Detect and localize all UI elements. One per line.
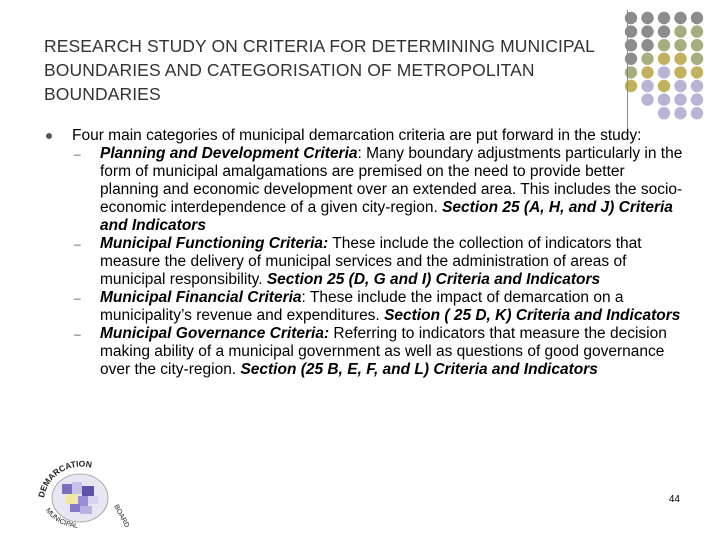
list-item [44, 289, 684, 325]
decorative-dot [691, 25, 703, 37]
criteria-heading: Municipal Governance Criteria: [100, 325, 330, 342]
list-item [44, 235, 684, 289]
main-bullet-text: Four main categories of municipal demarcation criteria are put forward in the study: [72, 127, 642, 144]
decorative-dot [674, 25, 686, 37]
criteria-section: Section ( 25 D, K) Criteria and Indicators [384, 307, 681, 324]
decorative-dot [641, 66, 653, 78]
decorative-dot [674, 53, 686, 65]
logo-text-bottom: MUNICIPAL [44, 507, 79, 530]
main-bullet [44, 127, 684, 145]
decorative-dot [691, 12, 703, 24]
decorative-dot [658, 66, 670, 78]
logo-text-right: BOARD [112, 503, 130, 529]
decorative-dot [641, 53, 653, 65]
decorative-dot [674, 39, 686, 51]
criteria-heading: Municipal Financial Criteria [100, 289, 302, 306]
criteria-description: Referring to indicators that measure the decision making ability of a municipal government as well as questions of good governance over the city-region. [100, 325, 667, 378]
decorative-dot [674, 66, 686, 78]
list-item [44, 145, 684, 235]
dash-icon: – [74, 327, 81, 341]
criteria-section: Section 25 (D, G and I) Criteria and Indicators [266, 271, 601, 288]
decorative-dot [674, 107, 686, 119]
title-divider-line [627, 10, 628, 128]
decorative-dot [674, 93, 686, 105]
decorative-dot [658, 93, 670, 105]
decorative-dot [641, 39, 653, 51]
criteria-description: : Many boundary adjustments particularly in the form of municipal amalgamations are premised on the need to provide better planning and economic development over an extended area. This includes the socio-economic interdependence of a given city-region. [100, 145, 683, 216]
criteria-section: Section (25 B, E, F, and L) Criteria and Indicators [240, 361, 598, 378]
bullet-dot-icon [46, 133, 52, 139]
decorative-dot [641, 25, 653, 37]
logo-text-top: DEMARCATION [36, 458, 93, 499]
decorative-dot [658, 107, 670, 119]
dash-icon: – [74, 237, 81, 251]
list-item [44, 325, 684, 379]
criteria-list [44, 145, 684, 379]
decorative-dot [658, 80, 670, 92]
decorative-dot [641, 80, 653, 92]
decorative-dot [658, 53, 670, 65]
decorative-dot [641, 93, 653, 105]
decorative-dot [691, 93, 703, 105]
decorative-dot [691, 53, 703, 65]
criteria-description: : These include the impact of demarcation on a municipality’s revenue and expenditures. [100, 289, 624, 324]
criteria-heading: Municipal Functioning Criteria: [100, 235, 329, 252]
criteria-description: These include the collection of indicators that measure the delivery of municipal services and the administration of areas of municipal responsibility. [100, 235, 642, 288]
dash-icon: – [74, 147, 81, 161]
dash-icon: – [74, 291, 81, 305]
decorative-dot [658, 39, 670, 51]
slide-title: RESEARCH STUDY ON CRITERIA FOR DETERMINING MUNICIPAL BOUNDARIES AND CATEGORISATION OF METROPOLITAN BOUNDARIES [44, 35, 595, 104]
criteria-section: Section 25 (A, H, and J) Criteria and Indicators [100, 199, 673, 234]
decorative-dot [691, 107, 703, 119]
decorative-dot [691, 80, 703, 92]
decorative-dot [658, 12, 670, 24]
criteria-heading: Planning and Development Criteria [100, 145, 358, 162]
decorative-dot [641, 12, 653, 24]
decorative-dot [691, 39, 703, 51]
decorative-dot [691, 66, 703, 78]
page-number: 44 [668, 494, 680, 505]
demarcation-board-logo [30, 448, 130, 530]
decorative-dot [674, 80, 686, 92]
decorative-dot [658, 25, 670, 37]
decorative-dot [674, 12, 686, 24]
slide-body [44, 127, 684, 379]
